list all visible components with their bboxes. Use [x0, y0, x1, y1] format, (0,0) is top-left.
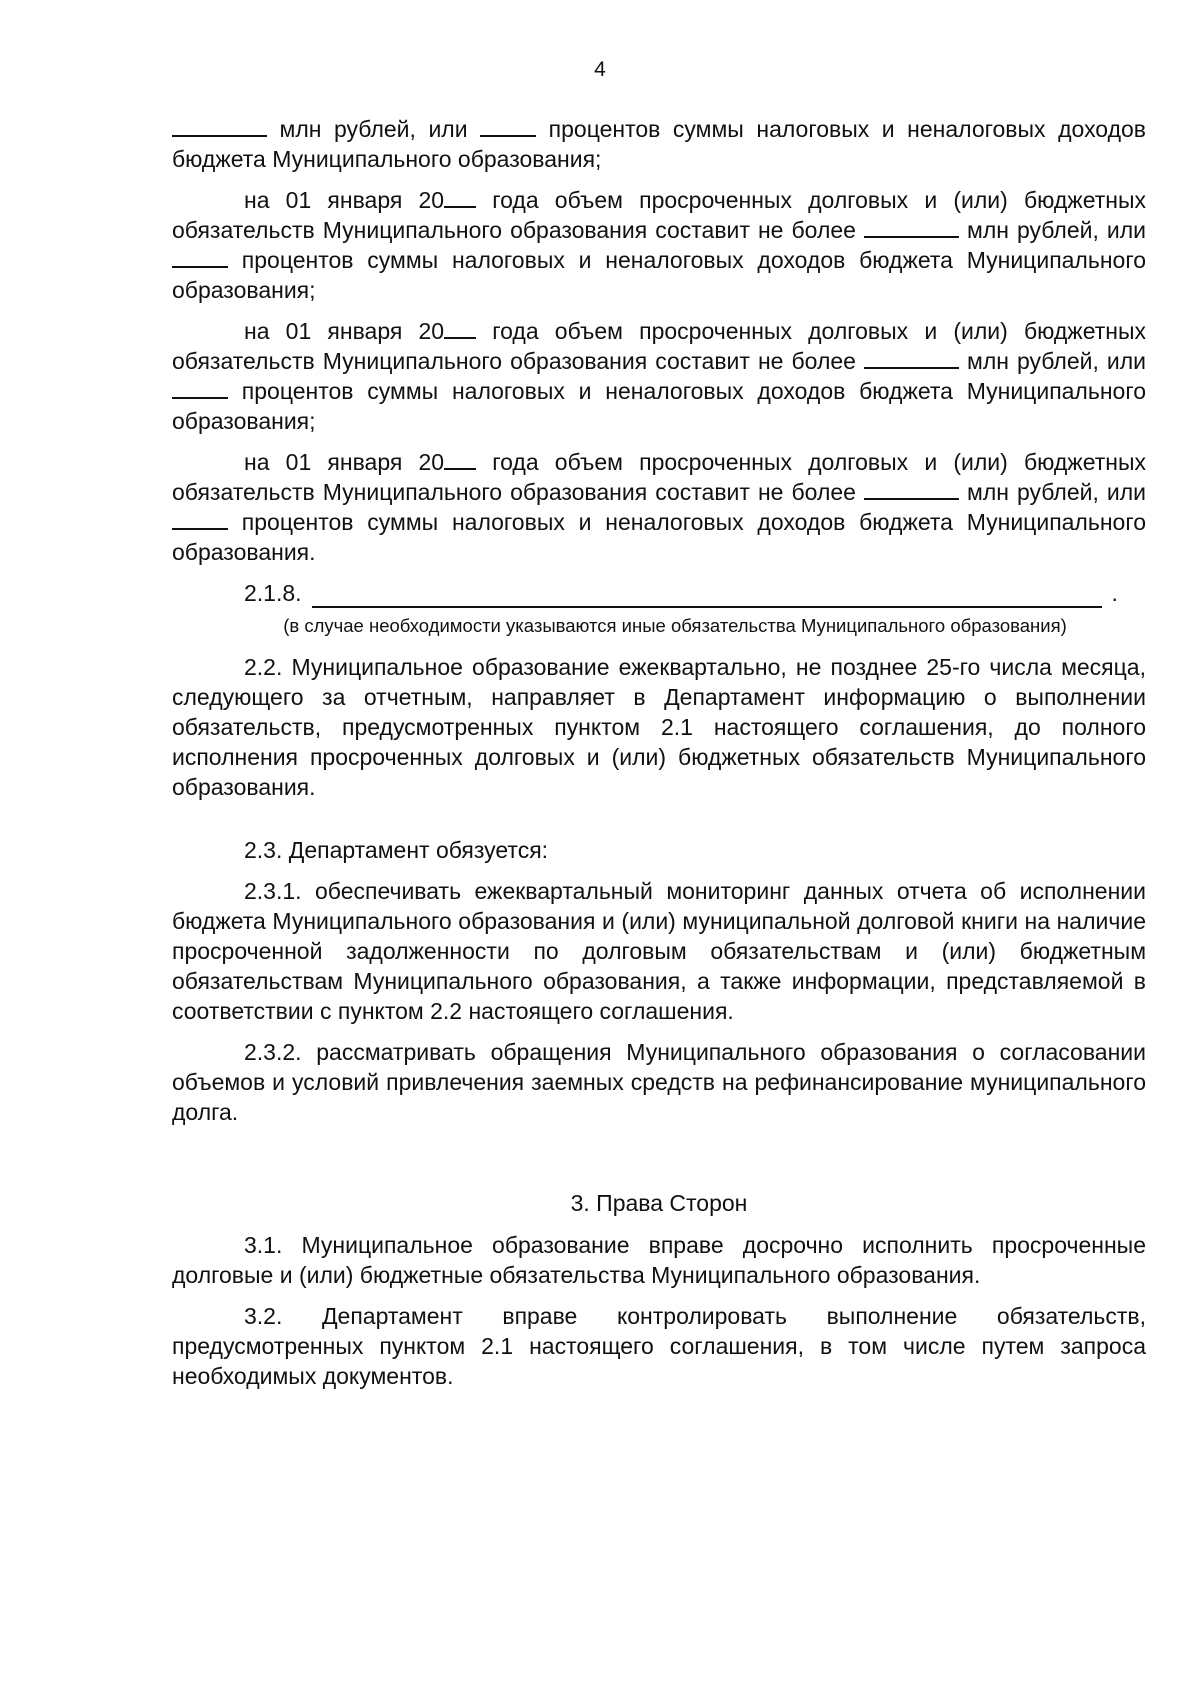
- paragraph-2-3-2: 2.3.2. рассматривать обращения Муниципального образования о согласовании объемов и условий привлечения заемных средств на рефинансирование муниципального долга.: [172, 1039, 1146, 1125]
- blank-field: [864, 216, 959, 238]
- item-2-1-8-label: 2.1.8.: [244, 580, 302, 606]
- footnote-2-1-8: (в случае необходимости указываются иные обязательства Муниципального образования): [283, 615, 1067, 636]
- section-heading-3: 3. Права Сторон: [570, 1190, 748, 1216]
- paragraph-3-1: 3.1. Муниципальное образование вправе досрочно исполнить просроченные долговые и (или) бюджетные обязательства Муниципального образования.: [172, 1232, 1146, 1288]
- paragraph-year-3: на 01 января 20 года объем просроченных долговых и (или) бюджетных обязательств Муниципального образования составит не более млн рублей, или процентов суммы налоговых и неналоговых доходов бюджета Муниципального образования.: [172, 449, 1147, 565]
- blank-long-line: [312, 584, 1102, 608]
- blank-field: [172, 508, 228, 530]
- item-2-1-8: [172, 578, 1146, 608]
- blank-field: [444, 448, 476, 470]
- blank-field: [444, 317, 476, 339]
- paragraph-2-3: 2.3. Департамент обязуется:: [244, 837, 549, 863]
- document-body: [172, 114, 1146, 1402]
- blank-field: [172, 377, 228, 399]
- paragraph-2-2: 2.2. Муниципальное образование ежеквартально, не позднее 25-го числа месяца, следующего за отчетным, направляет в Департамент информацию о выполнении обязательств, предусмотренных пунктом 2.1 настоящего соглашения, до полного исполнения просроченных долговых и (или) бюджетных обязательств Муниципального образования.: [172, 654, 1146, 800]
- blank-field: [172, 246, 228, 268]
- paragraph-3-2: 3.2. Департамент вправе контролировать выполнение обязательств, предусмотренных пунктом 2.1 настоящего соглашения, в том числе путем запроса необходимых документов.: [172, 1303, 1146, 1389]
- blank-field: [864, 347, 959, 369]
- paragraph-continuation: млн рублей, или процентов суммы налоговых и неналоговых доходов бюджета Муниципального образования;: [172, 116, 1147, 172]
- paragraph-2-3-1: 2.3.1. обеспечивать ежеквартальный мониторинг данных отчета об исполнении бюджета Муниципального образования и (или) муниципальной долговой книги на наличие просроченной задолженности по долговым обязательствам и (или) бюджетным обязательствам Муниципального образования, а также информации, представляемой в соответствии с пунктом 2.2 настоящего соглашения.: [172, 878, 1146, 1024]
- paragraph-year-1: на 01 января 20 года объем просроченных долговых и (или) бюджетных обязательств Муниципального образования составит не более млн рублей, или процентов суммы налоговых и неналоговых доходов бюджета Муниципального образования;: [172, 187, 1147, 303]
- blank-field: [864, 478, 959, 500]
- page-number: 4: [594, 58, 606, 81]
- blank-field: [480, 115, 536, 137]
- blank-field: [172, 115, 267, 137]
- item-2-1-8-dot: .: [1111, 580, 1118, 606]
- paragraph-year-2: на 01 января 20 года объем просроченных долговых и (или) бюджетных обязательств Муниципального образования составит не более млн рублей, или процентов суммы налоговых и неналоговых доходов бюджета Муниципального образования;: [172, 318, 1147, 434]
- blank-field: [444, 186, 476, 208]
